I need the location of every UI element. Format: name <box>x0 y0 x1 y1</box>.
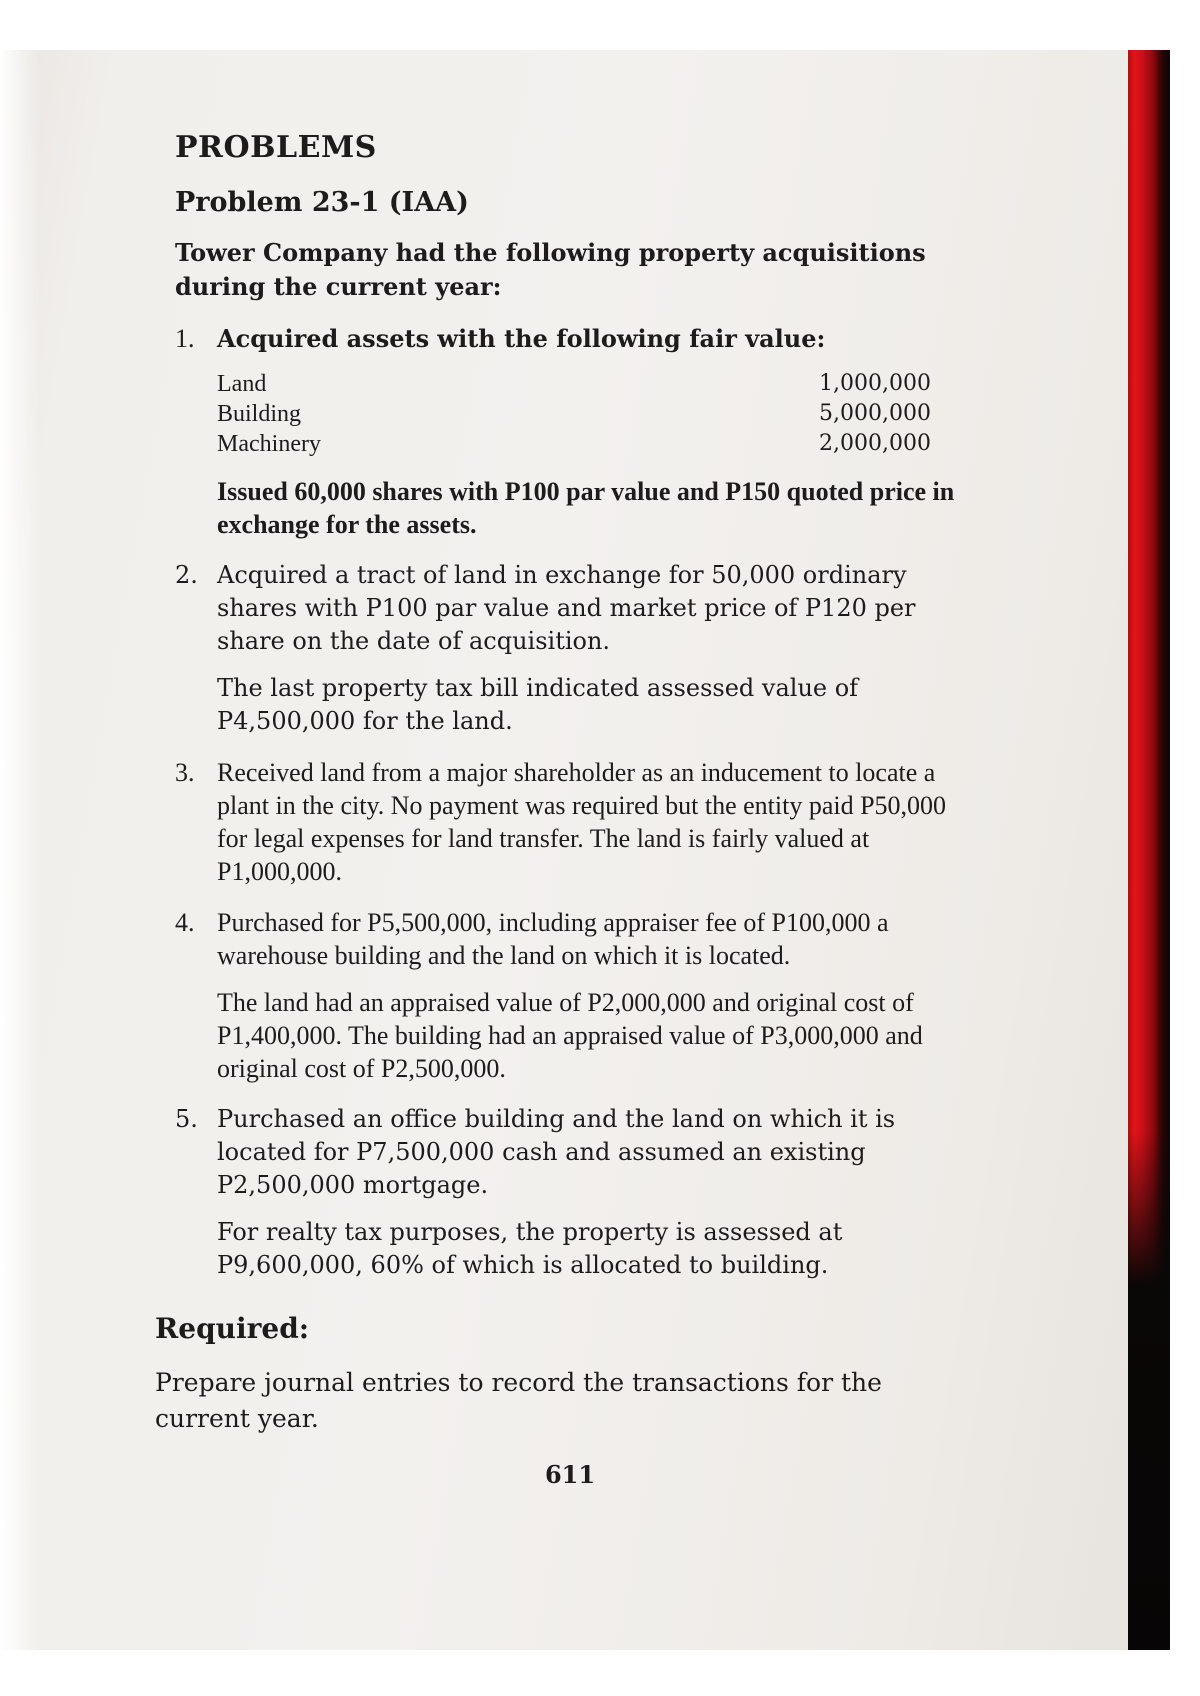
section-title: PROBLEMS <box>175 130 377 165</box>
asset-row-land <box>217 369 931 399</box>
item-paragraph: For realty tax purposes, the property is assessed at P9,600,000, 60% of which is allocated to building. <box>217 1218 843 1279</box>
asset-name: Machinery <box>217 431 321 457</box>
asset-list <box>217 369 931 459</box>
asset-name: Building <box>217 401 302 427</box>
item-paragraph: Purchased an office building and the land on which it is located for P7,500,000 cash and assumed an existing P2,500,000 mortgage. <box>217 1105 896 1199</box>
problem-title: Problem 23-1 (IAA) <box>175 187 469 218</box>
required-heading: Required: <box>155 1312 310 1345</box>
item-number: 5. <box>175 1105 198 1133</box>
required-text: Prepare journal entries to record the transactions for the current year. <box>155 1368 882 1433</box>
problem-item-5 <box>175 1103 965 1282</box>
item-paragraph: Purchased for P5,500,000, including appraiser fee of P100,000 a warehouse building and the land on which it is located. <box>217 908 889 970</box>
problem-intro: Tower Company had the following property acquisitions during the current year: <box>175 238 926 301</box>
item-number: 1. <box>175 324 195 353</box>
page-number: 611 <box>544 1460 596 1489</box>
asset-value: 2,000,000 <box>819 431 931 456</box>
problem-item-2 <box>175 559 965 738</box>
page-left-edge <box>0 50 40 1650</box>
asset-value: 5,000,000 <box>819 401 931 426</box>
asset-value: 1,000,000 <box>819 371 931 396</box>
book-spine-shadow <box>1128 1130 1170 1650</box>
item-paragraph: Received land from a major shareholder as an inducement to locate a plant in the city. No payment was required but the entity paid P50,000 for legal expenses for land transfer. The land is fairly valued at P1,000,000. <box>217 758 947 886</box>
problem-item-1 <box>175 322 965 541</box>
item-paragraph: The last property tax bill indicated assessed value of P4,500,000 for the land. <box>217 674 859 735</box>
item-paragraph: Issued 60,000 shares with P100 par value and P150 quoted price in exchange for the assets. <box>217 477 955 539</box>
item-number: 2. <box>175 561 198 589</box>
asset-name: Land <box>217 371 267 397</box>
item-paragraph: Acquired a tract of land in exchange for 50,000 ordinary shares with P100 par value and market price of P120 per share on the date of acquisition. <box>217 561 916 655</box>
problem-item-4 <box>175 906 965 1085</box>
item-number: 4. <box>175 908 195 937</box>
problem-item-3 <box>175 756 965 888</box>
page-content <box>155 130 965 1437</box>
item-paragraph: The land had an appraised value of P2,000,000 and original cost of P1,400,000. The building had an appraised value of P3,000,000 and original cost of P2,500,000. <box>217 988 923 1083</box>
asset-row-machinery <box>217 429 931 459</box>
asset-row-building <box>217 399 931 429</box>
item-lead: Acquired assets with the following fair value: <box>217 324 826 353</box>
item-number: 3. <box>175 758 195 787</box>
